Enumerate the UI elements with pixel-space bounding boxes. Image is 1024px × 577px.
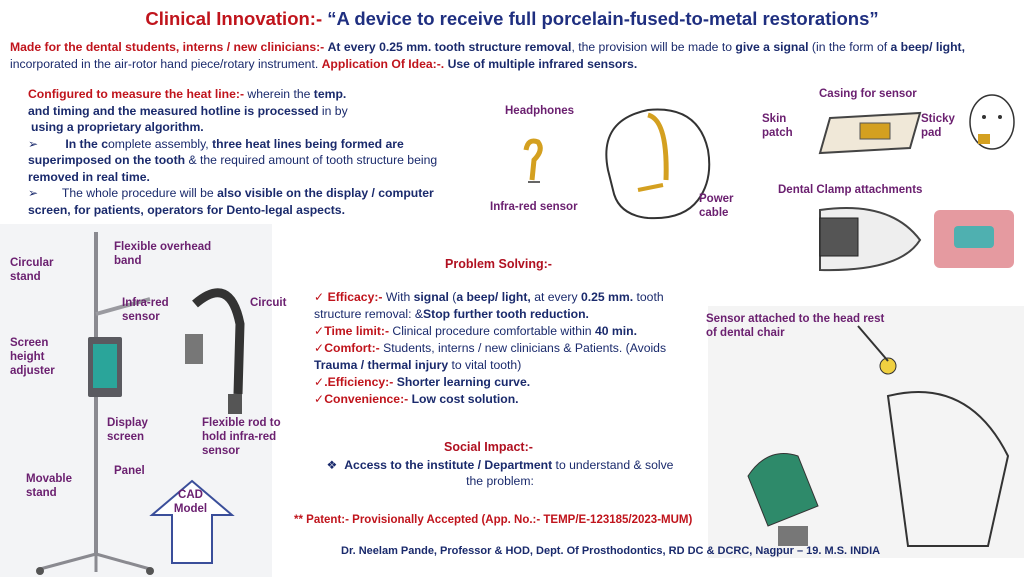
efficacy-text3: at every bbox=[530, 290, 581, 304]
heat-b1d: & the required amount of tooth structure being bbox=[185, 153, 438, 167]
bullet-icon: ➢ bbox=[28, 186, 39, 200]
heat-b1c: three heat lines being formed are superimposed on the tooth bbox=[28, 136, 404, 167]
intro-paragraph bbox=[10, 39, 1020, 73]
label-dental-clamp: Dental Clamp attachments bbox=[778, 184, 923, 196]
comfort-text: Students, interns / new clinicians & Patients. (Avoids bbox=[379, 341, 667, 355]
dental-photo bbox=[934, 210, 1014, 268]
social-access-bold: Access to the institute / Department bbox=[344, 458, 553, 472]
label-movable-stand: Movable stand bbox=[26, 473, 73, 499]
efficacy-text4: tooth structure removal: & bbox=[314, 290, 664, 321]
efficacy-label: Efficacy:- bbox=[327, 290, 383, 304]
label-panel: Panel bbox=[114, 465, 145, 477]
label-screen-height: Screen height adjuster bbox=[10, 337, 55, 377]
dental-chair-sketch bbox=[708, 306, 1024, 558]
heat-b1b: omplete assembly, bbox=[107, 136, 213, 151]
dental-clamp-sketch bbox=[780, 200, 930, 275]
label-power-cable: Power cable bbox=[699, 193, 734, 219]
intro-at-every: At every 0.25 mm. tooth structure removal bbox=[327, 40, 572, 54]
check-icon: ✓ bbox=[314, 375, 325, 389]
heat-l2: and timing and the measured hotline is processed bbox=[28, 103, 319, 118]
intro-made-for: Made for the dental students, interns / new clinicians:- bbox=[10, 40, 325, 54]
intro-give-signal: give a signal bbox=[735, 40, 809, 54]
intro-beep: a beep/ light, bbox=[890, 40, 966, 54]
efficiency-text: Shorter learning curve. bbox=[393, 375, 531, 389]
label-circular-stand: Circular stand bbox=[10, 257, 54, 283]
efficiency-label: Efficiency:- bbox=[327, 375, 394, 389]
label-flexible-rod: Flexible rod to hold infra-red sensor bbox=[202, 417, 281, 457]
time-min: 40 min. bbox=[594, 324, 637, 338]
footer-credit: Dr. Neelam Pande, Professor & HOD, Dept. Of Prosthodontics, RD DC & DCRC, Nagpur – 19. M.S. INDIA bbox=[341, 545, 881, 557]
convenience-label: Convenience:- bbox=[324, 392, 409, 406]
label-sensor-attached: Sensor attached to the head rest of dental chair bbox=[706, 313, 885, 339]
title-main: “A device to receive full porcelain-fused-to-metal restorations” bbox=[327, 8, 879, 29]
label-flexible-band: Flexible overhead band bbox=[114, 241, 212, 267]
efficiency-prefix: . bbox=[324, 375, 328, 389]
efficacy-mm: 0.25 mm. bbox=[580, 290, 634, 304]
heat-b1a: In the c bbox=[65, 136, 108, 151]
check-icon: ✓ bbox=[314, 341, 325, 355]
comfort-trauma: Trauma / thermal injury bbox=[314, 358, 449, 372]
heat-configured: Configured to measure the heat line:- bbox=[28, 87, 245, 101]
efficacy-stop: Stop further tooth reduction. bbox=[423, 307, 589, 321]
problem-solving-title: Problem Solving:- bbox=[445, 257, 552, 271]
label-infra-red-sensor-left: Infra-red sensor bbox=[122, 297, 169, 323]
label-casing: Casing for sensor bbox=[819, 88, 917, 100]
label-infra-red-sensor-top: Infra-red sensor bbox=[490, 201, 578, 213]
intro-text-3: incorporated in the air-rotor hand piece/rotary instrument. bbox=[10, 57, 322, 71]
time-text: Clinical procedure comfortable within bbox=[389, 324, 595, 338]
label-sticky-pad: Sticky pad bbox=[921, 113, 955, 139]
efficacy-text2: ( bbox=[448, 290, 457, 304]
efficacy-beep: a beep/ light, bbox=[456, 290, 531, 304]
bullet-icon: ➢ bbox=[28, 136, 39, 151]
heat-b2b: also visible on the display / computer screen, for patients, operators for Dento-legal aspects. bbox=[28, 186, 434, 217]
heat-line-section bbox=[28, 86, 468, 218]
heat-b1e: removed in real time. bbox=[28, 169, 150, 184]
heat-b2a: The whole procedure will be bbox=[61, 186, 218, 200]
time-label: Time limit:- bbox=[324, 324, 390, 338]
intro-application: Application Of Idea:-. bbox=[321, 57, 445, 71]
heat-l2b: in by bbox=[318, 103, 348, 118]
check-icon: ✓ bbox=[314, 392, 325, 406]
label-headphones: Headphones bbox=[505, 105, 575, 117]
title-prefix: Clinical Innovation:- bbox=[145, 8, 323, 29]
intro-multiple: Use of multiple infrared sensors. bbox=[444, 57, 638, 71]
patent-line: ** Patent:- Provisionally Accepted (App. No.:- TEMP/E-123185/2023-MUM) bbox=[294, 514, 693, 526]
label-skin-patch: Skin patch bbox=[762, 113, 793, 139]
page-title bbox=[0, 8, 1024, 30]
problem-solving-list bbox=[314, 289, 704, 408]
intro-text-1: , the provision will be made to bbox=[571, 40, 736, 54]
diamond-bullet-icon: ❖ bbox=[326, 458, 338, 472]
social-impact-text bbox=[320, 457, 680, 489]
heat-l1a: wherein the bbox=[244, 87, 314, 101]
intro-text-2: (in the form of bbox=[808, 40, 891, 54]
efficacy-text1: With bbox=[382, 290, 414, 304]
check-icon: ✓ bbox=[314, 324, 325, 338]
efficacy-signal: signal bbox=[413, 290, 449, 304]
comfort-label: Comfort:- bbox=[324, 341, 380, 355]
social-impact-title: Social Impact:- bbox=[444, 440, 533, 454]
social-access-text: to understand & solve the problem: bbox=[466, 458, 674, 488]
label-circuit: Circuit bbox=[250, 297, 287, 309]
comfort-end: to vital tooth) bbox=[448, 358, 522, 372]
heat-temp: temp. bbox=[313, 87, 347, 101]
face-sketch-icon bbox=[965, 92, 1020, 154]
convenience-text: Low cost solution. bbox=[408, 392, 519, 406]
check-icon: ✓ bbox=[314, 290, 325, 304]
heat-l3: using a proprietary algorithm. bbox=[31, 120, 204, 134]
label-cad-model: CAD Model bbox=[173, 489, 208, 515]
label-display-screen: Display screen bbox=[107, 417, 148, 443]
